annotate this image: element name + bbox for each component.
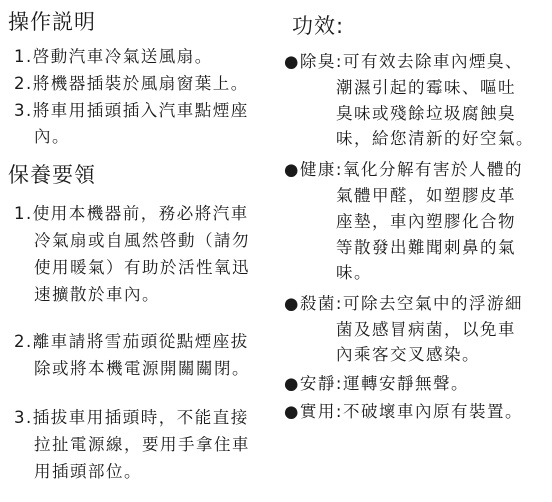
effect-health-line-3: 座墊，車內塑膠化合物 <box>336 212 516 231</box>
effect-deodorize-line-4: 味，給您清新的好空氣。 <box>336 129 534 148</box>
care-item-1-line-1: 1.使用本機器前，務必將汽車 <box>14 204 249 223</box>
effect-health-line-4: 等散發出難聞刺鼻的氣 <box>336 238 516 257</box>
care-item-1-line-4: 速擴散於車內。 <box>34 285 160 304</box>
effect-quiet: ●安靜:運轉安靜無聲。 <box>284 374 469 393</box>
effect-deodorize-line-1: ●除臭:可有效去除車內煙臭、 <box>284 52 523 71</box>
care-item-1-line-3: 使用暖氣）有助於活性氧迅 <box>34 258 250 277</box>
effect-health-line-1: ●健康:氧化分解有害於人體的 <box>284 160 523 179</box>
care-item-2-line-2: 除或將本機電源開關關閉。 <box>34 359 250 378</box>
effect-health-line-2: 氣體甲醛，如塑膠皮革 <box>336 186 516 205</box>
effect-practical: ●實用:不破壞車內原有裝置。 <box>284 402 523 421</box>
effect-deodorize-line-3: 臭味或殘餘垃圾腐蝕臭 <box>336 104 516 123</box>
effect-sterilize-line-2: 菌及感冒病菌，以免車 <box>336 320 516 339</box>
usage-step-3: 3.將車用插頭插入汽車點煙座 <box>14 101 249 120</box>
usage-step-1: 1.啓動汽車冷氣送風扇。 <box>14 47 213 66</box>
usage-step-3-cont: 內。 <box>34 127 70 146</box>
effects-heading: 功效: <box>292 14 345 38</box>
care-item-1-line-2: 冷氣扇或自風然啓動（請勿 <box>34 231 250 250</box>
effect-sterilize-line-1: ●殺菌:可除去空氣中的浮游細 <box>284 294 523 313</box>
care-item-3-line-3: 用插頭部位。 <box>34 462 142 481</box>
care-item-3-line-1: 3.插拔車用插頭時，不能直接 <box>14 408 249 427</box>
usage-heading: 操作説明 <box>8 10 96 34</box>
effect-deodorize-line-2: 潮濕引起的霉味、嘔吐 <box>336 78 516 97</box>
care-item-3-line-2: 拉扯電源線，要用手拿住車 <box>34 435 250 454</box>
care-heading: 保養要領 <box>8 163 96 187</box>
usage-step-2: 2.將機器插裝於風扇窗葉上。 <box>14 74 249 93</box>
effect-health-line-5: 味。 <box>336 263 372 282</box>
effect-sterilize-line-3: 內乘客交叉感染。 <box>336 345 480 364</box>
care-item-2-line-1: 2.離車請將雪茄頭從點煙座拔 <box>14 332 249 351</box>
